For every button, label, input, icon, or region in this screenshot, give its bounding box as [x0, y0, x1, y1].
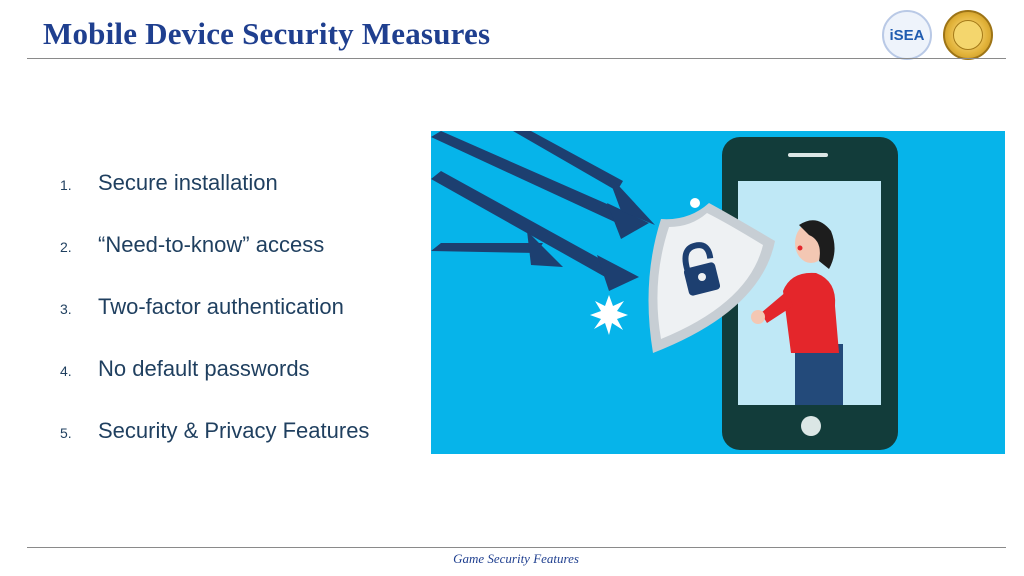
person-pants: [795, 344, 843, 405]
list-item-number: 4.: [60, 363, 72, 379]
person-hand: [751, 310, 765, 324]
list-item-text: “Need-to-know” access: [98, 232, 325, 257]
phone-speaker: [788, 153, 828, 157]
person-shirt: [783, 273, 839, 353]
slide-title: Mobile Device Security Measures: [43, 16, 491, 51]
footer-divider: [27, 547, 1006, 548]
sparkle-dot: [690, 198, 700, 208]
mobile-security-illustration: [431, 131, 1005, 454]
isea-logo: [882, 10, 932, 60]
padlock-keyhole: [698, 273, 706, 281]
isea-logo-text: iSEA: [889, 26, 925, 44]
list-item-number: 1.: [60, 177, 72, 193]
person-lips: [798, 246, 803, 251]
list-item-text: Security & Privacy Features: [98, 418, 370, 443]
list-item-number: 5.: [60, 425, 72, 441]
title-divider: [27, 58, 1006, 59]
cdac-logo-emblem: [953, 20, 983, 50]
list-item-number: 2.: [60, 239, 72, 255]
list-item-text: Two-factor authentication: [98, 294, 344, 319]
list-item-text: Secure installation: [98, 170, 278, 195]
phone-home-button: [801, 416, 821, 436]
cdac-logo: [943, 10, 993, 60]
list-item: [60, 294, 369, 356]
list-item: [60, 418, 369, 480]
list-item-number: 3.: [60, 301, 72, 317]
list-item: [60, 170, 369, 232]
list-item: [60, 232, 369, 294]
footer-text: Game Security Features: [453, 551, 579, 566]
measures-list: [60, 170, 369, 480]
list-item: [60, 356, 369, 418]
list-item-text: No default passwords: [98, 356, 310, 381]
